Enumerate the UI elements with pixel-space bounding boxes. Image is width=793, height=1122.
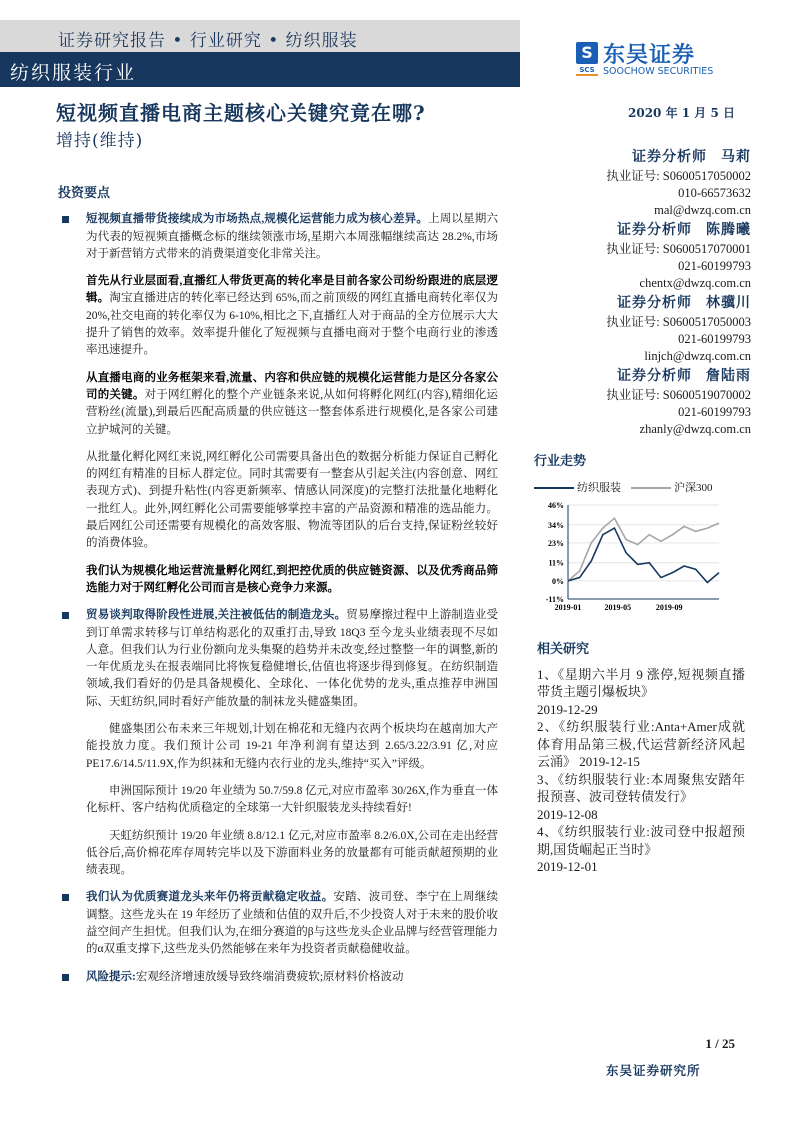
paragraph-text: 从批量化孵化网红来说,网红孵化公司需要具备出色的数据分析能力保证自己孵化的网红有精准的目标人群定位。同时其需要有一整套从引起关注(内容创意、网红表现方式)、到提升粘性(内容更新频率、情感认同深度)的完整打法批量化地孵化一批红人。此外,网红孵化公司需要能够掌控丰富的产品资源和精准的选品能力。最后网红公司还需要有规模化的高效客服、物流等团队的后台支持,保证粉丝较好的消费体验。 [86,450,498,550]
analyst-card [531,294,751,365]
investment-highlights [58,184,498,996]
analyst-email[interactable]: zhanly@dwzq.com.cn [639,422,751,436]
analyst-license: 执业证号: S0600517050002 [606,169,751,183]
industry-label: 纺织服装行业 [10,62,137,84]
bullet-heading: 贸易谈判取得阶段性进展,关注被低估的制造龙头。 [86,609,347,622]
svg-text:2019-01: 2019-01 [554,603,582,612]
paragraph [58,721,498,773]
legend-line-icon [631,487,671,489]
related-item-title: 4、《纺织服装行业:波司登中报超预期,国货崛起正当时》 [537,824,745,857]
related-item-title: 2、《纺织服装行业:Anta+Amer成就体育用品第三极,代运营新经济风起云涌》 [537,719,745,769]
bullet-point [58,889,498,958]
paragraph [58,273,498,359]
analyst-list [531,146,751,438]
paragraph-heading: 我们认为规模化地运营流量孵化网红,到把控优质的供应链资源、以及优秀商品筛选能力对于网红孵化公司而言是核心竞争力来源。 [86,564,498,594]
breadcrumb-band [0,20,520,52]
risk-text: 宏观经济增速放缓导致终端消费疲软;原材料价格波动 [135,970,404,983]
paragraph [58,828,498,880]
risk-heading: 风险提示: [86,970,136,983]
analyst-license: 执业证号: S0600519070002 [606,388,751,402]
industry-band [0,52,520,87]
related-item-date: 2019-12-01 [537,859,598,874]
logo-mark-icon: S [576,42,598,64]
analyst-card [531,148,751,219]
analyst-phone: 010-66573632 [678,186,751,200]
analyst-card [531,367,751,438]
related-item[interactable] [537,718,745,771]
related-item-date: 2019-12-08 [537,806,598,822]
report-rating: 增持(维持) [56,131,144,151]
analyst-role: 证券分析师 [617,296,692,311]
related-item-date: 2019-12-29 [537,701,598,717]
industry-trend-chart [534,450,734,623]
analyst-email[interactable]: linjch@dwzq.com.cn [644,349,751,363]
analyst-license: 执业证号: S0600517050003 [606,315,751,329]
bullet-square-icon [62,216,69,223]
logo-abbr: SCS [576,66,598,76]
legend-label: 纺织服装 [577,482,621,494]
analyst-email[interactable]: chentx@dwzq.com.cn [639,276,751,290]
paragraph [58,783,498,818]
svg-text:0%: 0% [552,576,564,586]
bullet-heading: 短视频直播带货接续成为市场热点,规模化运营能力成为核心差异。 [86,213,429,226]
analyst-phone: 021-60199793 [678,332,751,346]
svg-text:2019-05: 2019-05 [604,603,632,612]
related-item[interactable] [537,771,745,824]
related-title: 相关研究 [537,641,590,656]
related-research [537,640,745,876]
paragraph-text: 天虹纺织预计 19/20 年业绩 8.8/12.1 亿元,对应市盈率 8.2/6.0X,公司在走出经营低谷后,高价棉花库存周转完毕以及下游面料业务的放量都有可能贡献超预期的业绩表现。 [86,829,498,877]
related-item-date: 2019-12-15 [579,754,640,769]
related-item-title: 1、《星期六半月 9 涨停,短视频直播带货主题引爆板块》 [537,666,745,699]
svg-text:23%: 23% [548,538,564,548]
bullet-square-icon [62,974,69,981]
paragraph [58,563,498,598]
analyst-name: 马莉 [721,150,751,165]
svg-text:46%: 46% [548,501,564,510]
bullet-square-icon [62,612,69,619]
page-number: 1 / 25 [705,1036,735,1051]
related-item[interactable] [537,823,745,876]
bullet-point [58,211,498,263]
legend-item [534,479,621,495]
related-item[interactable] [537,666,745,719]
bullet-square-icon [62,894,69,901]
bullet-text: 安踏、波司登、李宁在上周继续调整。这些龙头在 19 年经历了业绩和估值的双升后,不少投资人对于未来的股价收益空间产生担忧。但我们认为,在细分赛道的β与这些龙头企业品牌与经营管理能力的α双重支撑下,这些龙头仍然能够在来年为投资者贡献稳健收益。 [86,891,499,956]
paragraph-text: 申洲国际预计 19/20 年业绩为 50.7/59.8 亿元,对应市盈率 30/26X,作为垂直一体化标杆、客户结构优质稳定的全球第一大针织服装龙头持续看好! [86,784,498,815]
paragraph-text: 健盛集团公布未来三年规划,计划在棉花和无缝内衣两个板块均在越南加大产能投放力度。我们预计公司 19-21 年净利润有望达到 2.65/3.22/3.91 亿,对应 PE17.6/14.5/11.9X,作为织袜和无缝内衣行业的龙头,维持“买入”评级。 [86,723,498,770]
logo-name-en: SOOCHOW SECURITIES [603,66,714,77]
related-item-title: 3、《纺织服装行业:本周聚焦安踏年报预喜、波司登转债发行》 [537,771,745,804]
analyst-email[interactable]: mal@dwzq.com.cn [654,203,751,217]
logo-name-cn: 东吴证券 [603,43,696,68]
analyst-name: 林骥川 [706,296,751,311]
breadcrumb: 证券研究报告 • 行业研究 • 纺织服装 [58,31,358,51]
analyst-role: 证券分析师 [617,369,692,384]
bullet-text: 上周以星期六为代表的短视频直播概念标的继续领涨市场,星期六本周涨幅继续高达 28.2%,市场对于新营销方式带来的消费渠道变化非常关注。 [86,213,499,260]
analyst-role: 证券分析师 [617,223,692,238]
analyst-card [531,221,751,292]
analyst-role: 证券分析师 [632,150,707,165]
paragraph [58,370,498,439]
legend-line-icon [534,487,574,489]
paragraph-heading: 从直播电商的业务框架来看,流量、内容和供应链的规模化运营能力是区分各家公司的关键。 [86,371,498,401]
chart-legend [534,479,734,495]
analyst-phone: 021-60199793 [678,405,751,419]
analyst-name: 陈腾曦 [706,223,751,238]
report-date: 2020 年 1 月 5 日 [628,106,735,120]
svg-text:11%: 11% [548,558,564,568]
bullet-text: 贸易摩擦过程中上游制造业受到订单需求转移与订单结构恶化的双重打击,导致 18Q3 至今龙头业绩表现不尽如人意。但我们认为行业份额向龙头集聚的趋势并未改变,经过整整一年的调整,新的一年优质龙头在报表端同比将恢复稳健增长,估值也将逐步得到修复。在纺织制造领域,我们看好的仍是具备规模化、全球化、一体化优势的龙头,重点推荐申洲国际、天虹纺织,同时看好产能放量的制袜龙头健盛集团。 [86,609,499,708]
paragraph-heading: 首先从行业层面看,直播红人带货更高的转化率是目前各家公司纷纷跟进的底层逻辑。 [86,275,498,305]
analyst-license: 执业证号: S0600517070001 [606,242,751,256]
svg-text:34%: 34% [548,520,564,530]
paragraph-text: 对于网红孵化的整个产业链条来说,从如何将孵化网红(内容),精细化运营粉丝(流量),到最后匹配高质量的供应链这一整套体系进行规模化,是各家公司建立护城河的关键。 [86,388,499,436]
analyst-name: 詹陆雨 [706,369,751,384]
bullet-heading: 我们认为优质赛道龙头来年仍将贡献稳定收益。 [86,891,334,904]
legend-label: 沪深300 [674,482,713,494]
svg-text:2019-09: 2019-09 [655,603,683,612]
section-title: 投资要点 [58,185,111,200]
chart-title: 行业走势 [534,454,587,469]
paragraph-text: 淘宝直播进店的转化率已经达到 65%,而之前顶级的网红直播电商转化率仅为 20%,社交电商的转化率仅为 6-10%,相比之下,直播红人对于商品的全方位展示大大提升了销售的效率。效率提升催化了短视频与直播电商对于整个电商行业的渗透率迅速提升。 [86,292,499,357]
risk-warning [58,969,498,986]
company-logo [576,40,746,80]
bullet-point [58,607,498,711]
line-chart-plot [534,499,734,619]
analyst-phone: 021-60199793 [678,259,751,273]
legend-item [631,479,713,495]
footer-institute: 东吴证券研究所 [606,1063,701,1078]
svg-text:-11%: -11% [545,595,564,604]
report-title: 短视频直播电商主题核心关键究竟在哪? [56,101,426,125]
paragraph [58,449,498,553]
